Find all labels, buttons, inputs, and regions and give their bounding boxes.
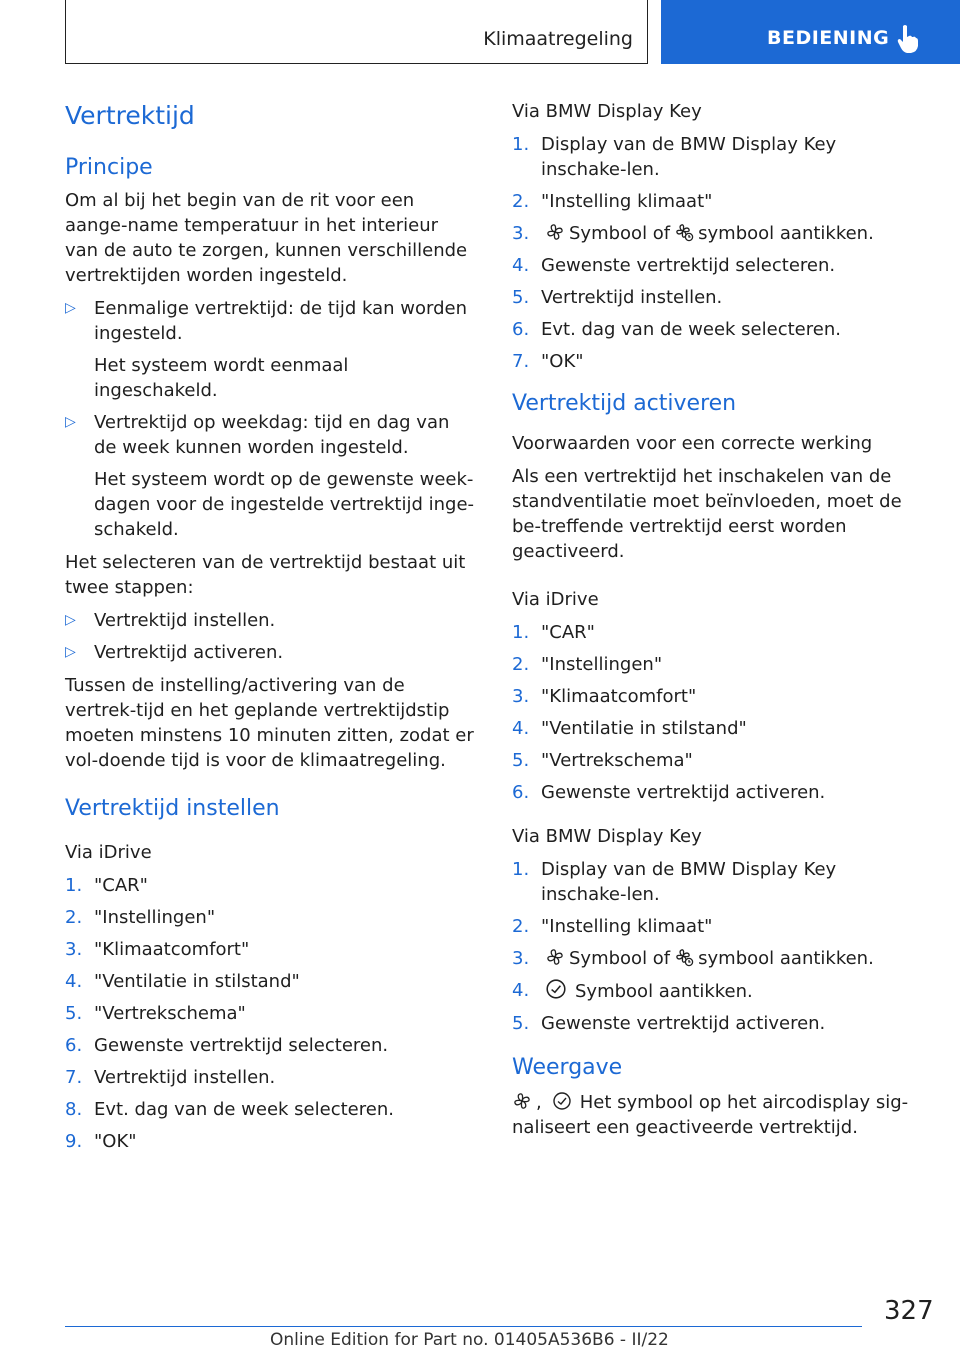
right-column	[512, 100, 927, 1148]
list-item	[512, 652, 927, 677]
step-number: 4.	[65, 971, 83, 992]
triangle-bullet-icon: ▷	[65, 300, 76, 316]
step-text: "Instellingen"	[94, 907, 216, 928]
step-number: 3.	[512, 223, 530, 244]
step-text: "Instellingen"	[541, 654, 663, 675]
separator-comma: ,	[536, 1092, 542, 1113]
step-number: 9.	[65, 1131, 83, 1152]
header-section-tab	[65, 0, 648, 64]
step-number: 4.	[512, 718, 530, 739]
step-text: Gewenste vertrektijd activeren.	[541, 1013, 826, 1034]
list-item	[65, 1001, 475, 1026]
step-number: 2.	[512, 191, 530, 212]
step-number: 5.	[512, 750, 530, 771]
activeren-key-steps	[512, 857, 927, 1036]
bullet-text: Eenmalige vertrektijd: de tijd kan worden ingesteld.	[94, 298, 468, 344]
step-text: Gewenste vertrektijd selecteren.	[541, 255, 836, 276]
list-item	[65, 1065, 475, 1090]
list-item	[512, 221, 927, 246]
step-number: 6.	[65, 1035, 83, 1056]
checkmark-circle-icon	[552, 1091, 572, 1111]
list-item	[512, 132, 927, 182]
activeren-heading: Vertrektijd activeren	[512, 391, 737, 416]
triangle-bullet-icon: ▷	[65, 612, 76, 628]
step-number: 5.	[512, 287, 530, 308]
triangle-bullet-icon: ▷	[65, 644, 76, 660]
step-text: "Vertrekschema"	[541, 750, 693, 771]
conditions-title: Voorwaarden voor een correcte werking	[512, 433, 873, 454]
step-text: "CAR"	[541, 622, 595, 643]
list-item	[512, 978, 927, 1004]
list-item	[65, 410, 475, 542]
step-number: 6.	[512, 782, 530, 803]
step-text: "OK"	[541, 351, 584, 372]
list-item	[65, 1033, 475, 1058]
step-text: "Klimaatcomfort"	[541, 686, 697, 707]
step-text: Display van de BMW Display Key inschake-len.	[541, 859, 837, 905]
step-number: 5.	[512, 1013, 530, 1034]
step-number: 1.	[512, 622, 530, 643]
list-item	[65, 905, 475, 930]
step-number: 7.	[512, 351, 530, 372]
list-item	[65, 608, 475, 633]
step-text: Vertrektijd instellen.	[94, 1067, 276, 1088]
step-text: Gewenste vertrektijd activeren.	[541, 782, 826, 803]
step-text: Evt. dag van de week selecteren.	[541, 319, 841, 340]
page-number: 327	[884, 1296, 934, 1326]
pointing-hand-icon	[897, 24, 919, 54]
checkmark-circle-icon	[545, 978, 567, 1000]
weergave-description: Het symbool op het aircodisplay sig-naliseert een geactiveerde vertrektijd.	[512, 1092, 909, 1138]
list-item	[512, 684, 927, 709]
list-item	[65, 1129, 475, 1154]
steps-list	[65, 608, 475, 665]
steps-intro: Het selecteren van de vertrektijd bestaat uit twee stappen:	[65, 552, 466, 598]
list-item	[512, 189, 927, 214]
step-number: 2.	[65, 907, 83, 928]
footer-divider	[65, 1326, 862, 1327]
step-number: 1.	[65, 875, 83, 896]
fan-icon	[512, 1091, 532, 1111]
step-text: "Vertrekschema"	[94, 1003, 246, 1024]
via-idrive-label: Via iDrive	[512, 589, 599, 610]
step-text: Evt. dag van de week selecteren.	[94, 1099, 394, 1120]
list-item	[512, 716, 927, 741]
step-text: "Ventilatie in stilstand"	[94, 971, 300, 992]
list-item	[65, 937, 475, 962]
instellen-steps	[65, 873, 475, 1154]
list-item	[512, 857, 927, 907]
list-item	[512, 285, 927, 310]
weergave-text	[512, 1090, 927, 1140]
list-item	[65, 640, 475, 665]
header-chapter-tab	[661, 0, 960, 64]
display-key-set-steps	[512, 132, 927, 374]
step-number: 8.	[65, 1099, 83, 1120]
fan-icon	[545, 947, 565, 967]
step-text: "Instelling klimaat"	[541, 191, 713, 212]
step-text: "OK"	[94, 1131, 137, 1152]
step-number: 3.	[512, 948, 530, 969]
list-item	[65, 1097, 475, 1122]
list-item	[512, 748, 927, 773]
list-item	[512, 349, 927, 374]
step-number: 3.	[65, 939, 83, 960]
timing-note: Tussen de instelling/activering van de vertrek-tijd en het geplande vertrektijdstip moeten minstens 10 minuten zitten, zodat er vol-doende tijd is voor de klimaatregeling.	[65, 675, 474, 771]
list-item	[512, 253, 927, 278]
list-item	[512, 914, 927, 939]
edition-text: Online Edition for Part no. 01405A536B6 - II/22	[270, 1330, 669, 1350]
bullet-text: Vertrektijd activeren.	[94, 642, 284, 663]
activeren-idrive-steps	[512, 620, 927, 805]
bullet-text: Vertrektijd op weekdag: tijd en dag van de week kunnen worden ingesteld.	[94, 412, 450, 458]
step-number: 2.	[512, 916, 530, 937]
list-item	[512, 1011, 927, 1036]
step-text: Vertrektijd instellen.	[541, 287, 723, 308]
header-chapter-title: BEDIENING	[767, 27, 890, 49]
list-item	[512, 317, 927, 342]
fan-icon	[545, 222, 565, 242]
via-display-key-label: Via BMW Display Key	[512, 101, 702, 122]
via-display-key-label: Via BMW Display Key	[512, 826, 702, 847]
step-number: 2.	[512, 654, 530, 675]
step-number: 7.	[65, 1067, 83, 1088]
principe-intro: Om al bij het begin van de rit voor een aange-name temperatuur in het interieur van de auto te zorgen, kunnen verschillende vertrektijden worden ingesteld.	[65, 190, 468, 286]
via-idrive-label: Via iDrive	[65, 842, 152, 863]
step-number: 5.	[65, 1003, 83, 1024]
list-item	[512, 946, 927, 971]
list-item	[512, 620, 927, 645]
list-item	[512, 780, 927, 805]
conditions-text: Als een vertrektijd het inschakelen van de standventilatie moet beïnvloeden, moet de be-treffende vertrektijd eerst worden geactiveerd.	[512, 466, 902, 562]
fan-clock-icon	[674, 222, 694, 242]
bullet-text: Vertrektijd instellen.	[94, 610, 276, 631]
page-title: Vertrektijd	[65, 101, 195, 130]
principe-heading: Principe	[65, 155, 153, 180]
step-text: "Instelling klimaat"	[541, 916, 713, 937]
list-item	[65, 969, 475, 994]
triangle-bullet-icon: ▷	[65, 414, 76, 430]
instellen-heading: Vertrektijd instellen	[65, 796, 280, 821]
step-text: Display van de BMW Display Key inschake-len.	[541, 134, 837, 180]
step-number: 4.	[512, 255, 530, 276]
departure-type-list	[65, 296, 475, 542]
bullet-note: Het systeem wordt op de gewenste week-dagen voor de ingestelde vertrektijd inge-schakeld.	[94, 469, 475, 540]
step-text: "Ventilatie in stilstand"	[541, 718, 747, 739]
step-number: 4.	[512, 980, 530, 1001]
bullet-note: Het systeem wordt eenmaal ingeschakeld.	[94, 355, 349, 401]
step-text: Symbool of	[569, 223, 671, 244]
weergave-heading: Weergave	[512, 1055, 623, 1080]
step-number: 6.	[512, 319, 530, 340]
step-text: Symbool of	[569, 948, 671, 969]
step-number: 3.	[512, 686, 530, 707]
step-text: "CAR"	[94, 875, 148, 896]
left-column	[65, 100, 475, 1162]
fan-clock-icon	[674, 947, 694, 967]
step-number: 1.	[512, 859, 530, 880]
step-text: symbool aantikken.	[698, 948, 874, 969]
step-text: "Klimaatcomfort"	[94, 939, 250, 960]
step-number: 1.	[512, 134, 530, 155]
header-section-title: Klimaatregeling	[483, 28, 633, 50]
list-item	[65, 296, 475, 403]
list-item	[65, 873, 475, 898]
step-text: Symbool aantikken.	[575, 981, 753, 1002]
step-text: Gewenste vertrektijd selecteren.	[94, 1035, 389, 1056]
step-text: symbool aantikken.	[698, 223, 874, 244]
